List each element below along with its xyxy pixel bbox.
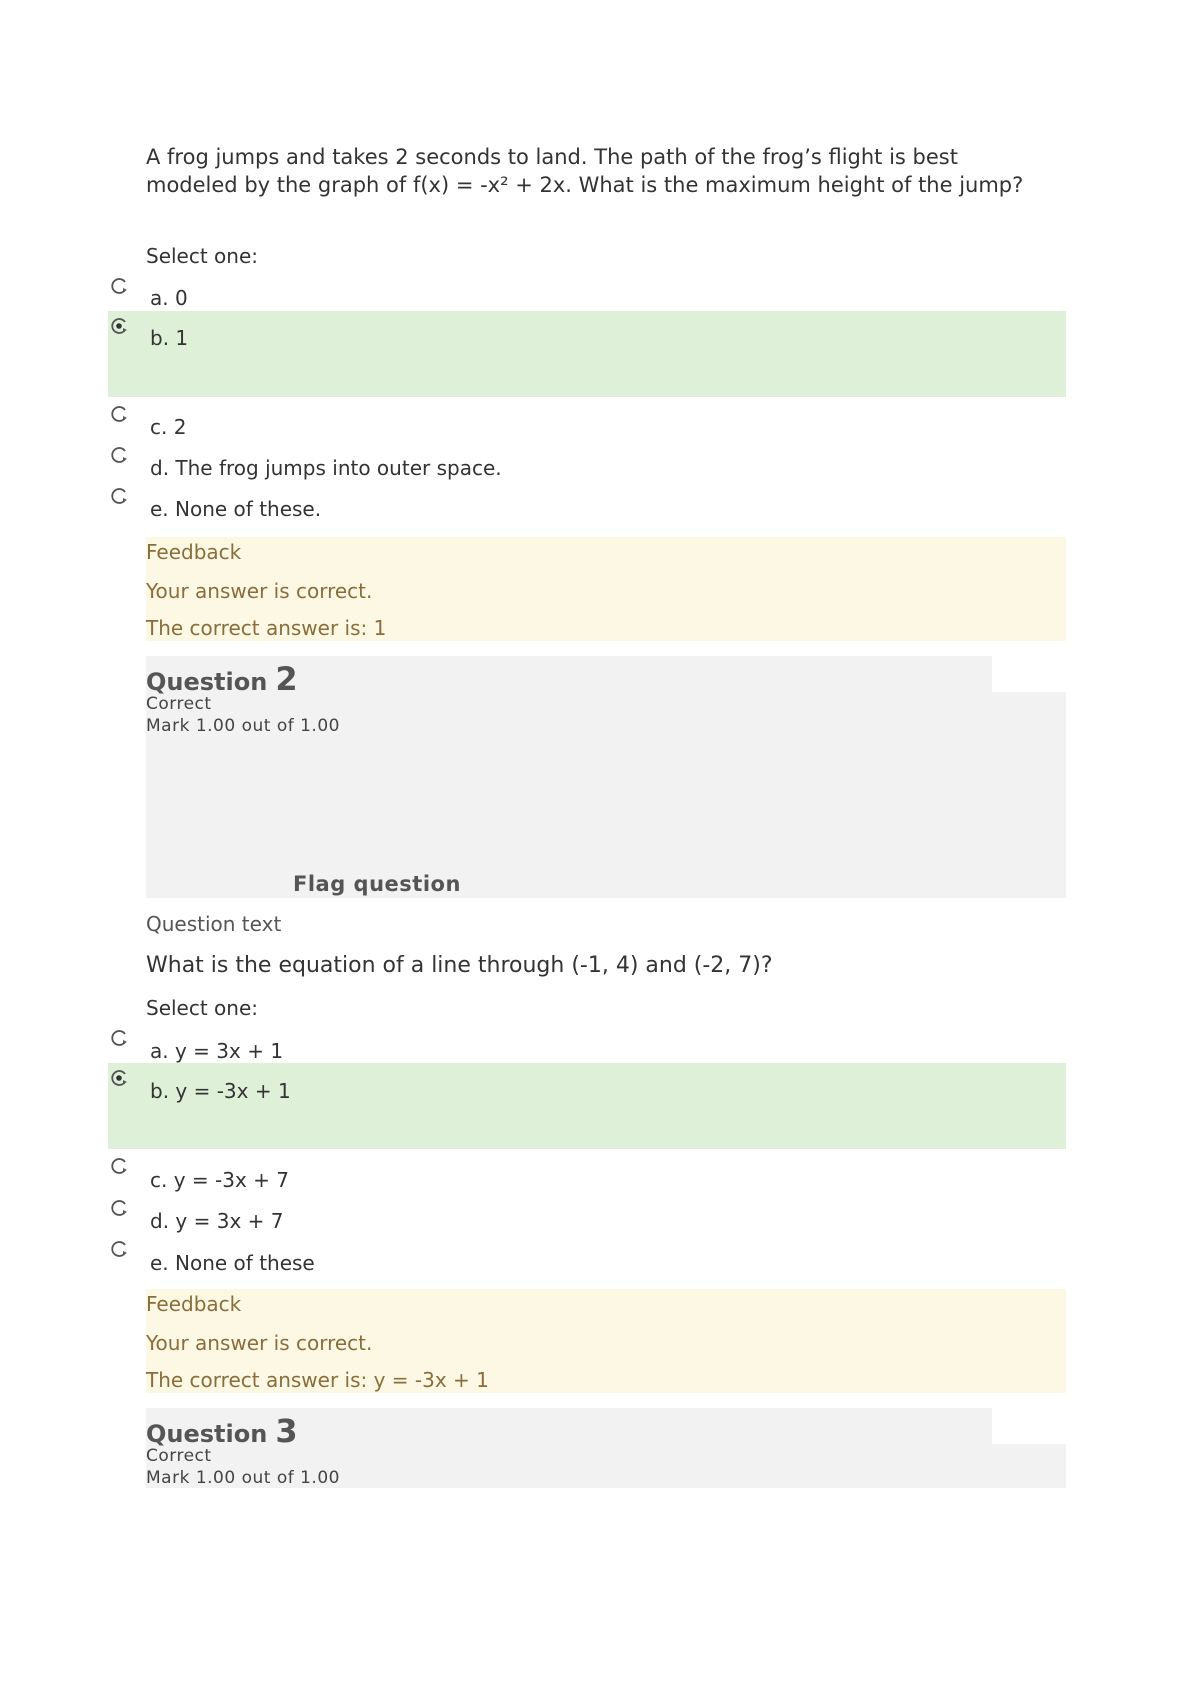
q2-option-b[interactable]: [108, 1063, 1066, 1149]
option-label: a. y = 3x + 1: [150, 1039, 284, 1063]
question-mark: Mark 1.00 out of 1.00: [146, 716, 340, 736]
question-title-word: Question: [146, 668, 268, 696]
q1-option-d[interactable]: [108, 446, 1066, 486]
question-1-text: A frog jumps and takes 2 seconds to land. The path of the frog’s flight is best modeled by the graph of f(x) = -x² + 2x. What is the maximum height of the jump?: [146, 145, 1024, 197]
feedback-correct-answer: The correct answer is: 1: [146, 616, 387, 640]
q2-option-e[interactable]: [108, 1240, 1066, 1280]
question-title-word: Question: [146, 1420, 268, 1448]
question-number: 2: [275, 660, 298, 698]
feedback-heading: Feedback: [146, 1292, 242, 1316]
radio-button-icon[interactable]: [111, 277, 129, 295]
q2-option-d[interactable]: [108, 1199, 1066, 1239]
question-state: Correct: [146, 694, 212, 714]
radio-button-icon[interactable]: [111, 487, 129, 505]
radio-button-icon[interactable]: [111, 446, 129, 464]
option-label: d. y = 3x + 7: [150, 1209, 284, 1233]
option-label: a. 0: [150, 286, 188, 310]
select-one-label: Select one:: [146, 244, 259, 268]
q2-info: [146, 656, 1066, 898]
option-label: d. The frog jumps into outer space.: [150, 456, 502, 480]
radio-button-icon[interactable]: [111, 1029, 129, 1047]
q1-option-c[interactable]: [108, 405, 1066, 445]
option-label: b. y = -3x + 1: [150, 1079, 291, 1103]
option-label: e. None of these: [150, 1251, 315, 1275]
feedback-correct-answer: The correct answer is: y = -3x + 1: [146, 1368, 489, 1392]
option-label: e. None of these.: [150, 497, 322, 521]
feedback-result: Your answer is correct.: [146, 1331, 373, 1355]
q2-feedback: [146, 1289, 1066, 1393]
option-label: c. y = -3x + 7: [150, 1168, 289, 1192]
question-state: Correct: [146, 1446, 212, 1466]
radio-button-icon[interactable]: [111, 1199, 129, 1217]
question-text-label: Question text: [146, 912, 282, 936]
radio-button-icon[interactable]: [111, 405, 129, 423]
q1-feedback: [146, 537, 1066, 641]
question-2-text: What is the equation of a line through (-1, 4) and (-2, 7)?: [146, 953, 773, 978]
question-title: [146, 660, 298, 698]
flag-question-link[interactable]: Flag question: [293, 872, 461, 896]
q1-option-b[interactable]: [108, 311, 1066, 397]
radio-button-icon[interactable]: [111, 1157, 129, 1175]
select-one-label: Select one:: [146, 996, 259, 1020]
q3-info: [146, 1408, 1066, 1488]
option-label: c. 2: [150, 415, 187, 439]
radio-button-selected-icon[interactable]: [111, 317, 129, 335]
feedback-result: Your answer is correct.: [146, 579, 373, 603]
option-label: b. 1: [150, 326, 189, 350]
question-title: [146, 1412, 298, 1450]
question-mark: Mark 1.00 out of 1.00: [146, 1468, 340, 1488]
feedback-heading: Feedback: [146, 540, 242, 564]
radio-button-selected-icon[interactable]: [111, 1069, 129, 1087]
q1-option-e[interactable]: [108, 487, 1066, 527]
question-number: 3: [275, 1412, 298, 1450]
q2-option-c[interactable]: [108, 1157, 1066, 1197]
radio-button-icon[interactable]: [111, 1240, 129, 1258]
